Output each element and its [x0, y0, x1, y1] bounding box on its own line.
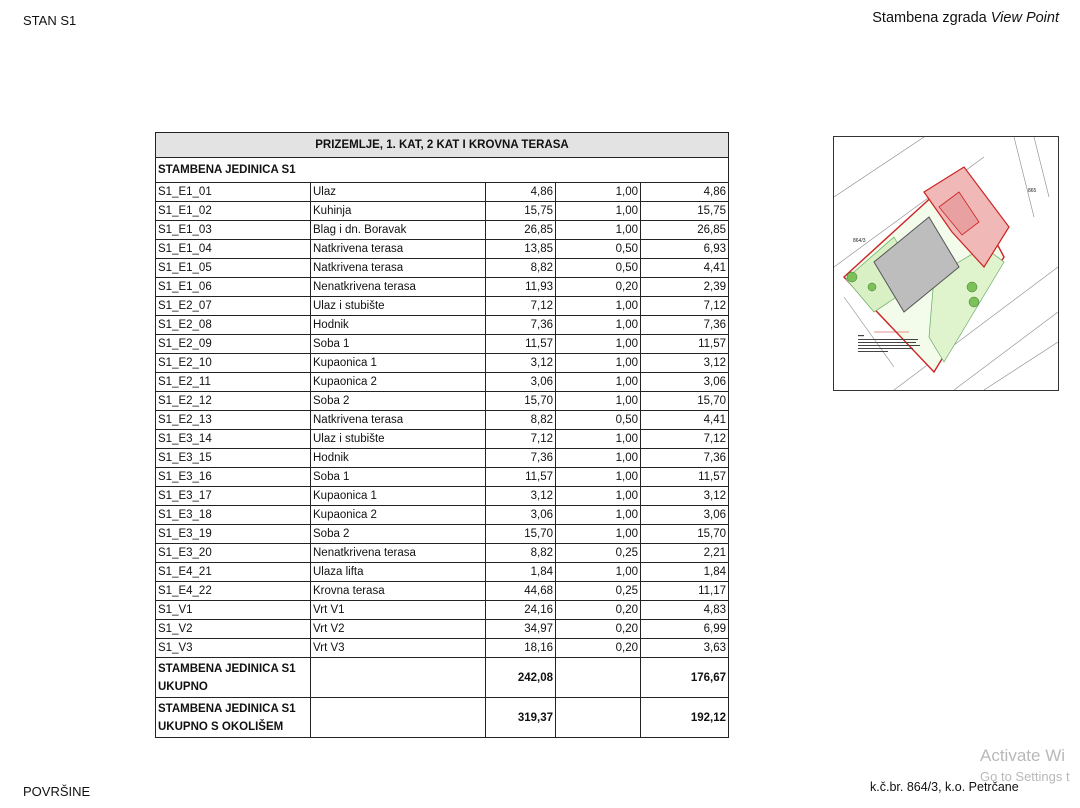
net-area-cell: 7,12: [641, 297, 729, 316]
table-row: [156, 639, 729, 658]
gross-area-cell: 44,68: [486, 582, 556, 601]
coefficient-cell: 0,25: [556, 582, 641, 601]
site-plan-drawing: [834, 137, 1058, 390]
room-name-cell: Krovna terasa: [311, 582, 486, 601]
gross-area-cell: 3,06: [486, 373, 556, 392]
room-code-cell: S1_E1_03: [156, 221, 311, 240]
room-code-cell: S1_E2_07: [156, 297, 311, 316]
net-area-cell: 15,70: [641, 392, 729, 411]
gross-area-cell: 24,16: [486, 601, 556, 620]
total-row: [156, 658, 729, 698]
table-row: [156, 278, 729, 297]
gross-area-cell: 34,97: [486, 620, 556, 639]
site-plan-label-right: 865: [1028, 188, 1037, 194]
room-name-cell: Kupaonica 1: [311, 354, 486, 373]
room-code-cell: S1_E3_20: [156, 544, 311, 563]
table-row: [156, 392, 729, 411]
net-area-cell: 4,86: [641, 183, 729, 202]
room-name-cell: Vrt V3: [311, 639, 486, 658]
table-row: [156, 430, 729, 449]
table-row: [156, 354, 729, 373]
table-row: [156, 506, 729, 525]
coefficient-cell: 1,00: [556, 316, 641, 335]
net-area-cell: 4,83: [641, 601, 729, 620]
coefficient-cell: 0,20: [556, 278, 641, 297]
gross-area-cell: 1,84: [486, 563, 556, 582]
gross-area-cell: 3,12: [486, 354, 556, 373]
coefficient-cell: 1,00: [556, 354, 641, 373]
coefficient-cell: 1,00: [556, 373, 641, 392]
coefficient-cell: 0,20: [556, 601, 641, 620]
coefficient-cell: 1,00: [556, 468, 641, 487]
coefficient-cell: 0,20: [556, 639, 641, 658]
document-header-right: [872, 10, 1059, 26]
net-area-cell: 15,75: [641, 202, 729, 221]
total-gross-area: 242,08: [486, 658, 556, 698]
net-area-cell: 3,06: [641, 373, 729, 392]
room-code-cell: S1_E3_14: [156, 430, 311, 449]
table-row: [156, 449, 729, 468]
room-name-cell: Blag i dn. Boravak: [311, 221, 486, 240]
total-net-area: 176,67: [641, 658, 729, 698]
total-empty-cell: [311, 698, 486, 738]
room-name-cell: Kuhinja: [311, 202, 486, 221]
coefficient-cell: 1,00: [556, 202, 641, 221]
room-name-cell: Ulaza lifta: [311, 563, 486, 582]
gross-area-cell: 8,82: [486, 544, 556, 563]
net-area-cell: 6,93: [641, 240, 729, 259]
net-area-cell: 4,41: [641, 411, 729, 430]
room-code-cell: S1_E2_12: [156, 392, 311, 411]
table-row: [156, 297, 729, 316]
gross-area-cell: 11,57: [486, 468, 556, 487]
total-row: [156, 698, 729, 738]
gross-area-cell: 13,85: [486, 240, 556, 259]
project-name-prefix: Stambena zgrada: [872, 10, 991, 26]
room-code-cell: S1_E1_05: [156, 259, 311, 278]
gross-area-cell: 7,12: [486, 430, 556, 449]
table-row: [156, 316, 729, 335]
room-code-cell: S1_E1_04: [156, 240, 311, 259]
total-empty-cell: [311, 658, 486, 698]
room-name-cell: Ulaz i stubište: [311, 297, 486, 316]
coefficient-cell: 1,00: [556, 430, 641, 449]
coefficient-cell: 1,00: [556, 392, 641, 411]
net-area-cell: 7,36: [641, 449, 729, 468]
room-code-cell: S1_V3: [156, 639, 311, 658]
room-code-cell: S1_E4_22: [156, 582, 311, 601]
coefficient-cell: 1,00: [556, 506, 641, 525]
table-row: [156, 373, 729, 392]
coefficient-cell: 0,20: [556, 620, 641, 639]
gross-area-cell: 15,70: [486, 392, 556, 411]
table-row: [156, 468, 729, 487]
room-name-cell: Soba 2: [311, 525, 486, 544]
room-code-cell: S1_E2_13: [156, 411, 311, 430]
net-area-cell: 11,57: [641, 468, 729, 487]
room-name-cell: Nenatkrivena terasa: [311, 544, 486, 563]
table-row: [156, 202, 729, 221]
room-name-cell: Vrt V1: [311, 601, 486, 620]
gross-area-cell: 8,82: [486, 411, 556, 430]
room-name-cell: Kupaonica 1: [311, 487, 486, 506]
table-row: [156, 620, 729, 639]
gross-area-cell: 15,70: [486, 525, 556, 544]
room-name-cell: Soba 1: [311, 468, 486, 487]
unit-header-label: STAMBENA JEDINICA S1: [156, 158, 729, 183]
net-area-cell: 1,84: [641, 563, 729, 582]
room-code-cell: S1_E4_21: [156, 563, 311, 582]
table-row: [156, 259, 729, 278]
document-footer-right: k.č.br. 864/3, k.o. Petrčane: [870, 780, 1019, 794]
room-code-cell: S1_E3_15: [156, 449, 311, 468]
site-plan-label-left: 864/3: [853, 238, 866, 244]
room-name-cell: Vrt V2: [311, 620, 486, 639]
room-code-cell: S1_E3_18: [156, 506, 311, 525]
room-code-cell: S1_V2: [156, 620, 311, 639]
total-empty-cell: [556, 658, 641, 698]
total-label-line1: STAMBENA JEDINICA S1: [158, 663, 296, 675]
gross-area-cell: 7,36: [486, 449, 556, 468]
table-row: [156, 544, 729, 563]
room-name-cell: Hodnik: [311, 316, 486, 335]
gross-area-cell: 8,82: [486, 259, 556, 278]
room-name-cell: Ulaz i stubište: [311, 430, 486, 449]
room-code-cell: S1_E1_02: [156, 202, 311, 221]
table-title-row: [156, 133, 729, 158]
net-area-cell: 3,12: [641, 354, 729, 373]
room-name-cell: Natkrivena terasa: [311, 259, 486, 278]
room-code-cell: S1_E2_08: [156, 316, 311, 335]
coefficient-cell: 1,00: [556, 297, 641, 316]
table-row: [156, 335, 729, 354]
gross-area-cell: 11,57: [486, 335, 556, 354]
table-row: [156, 240, 729, 259]
net-area-cell: 4,41: [641, 259, 729, 278]
room-code-cell: S1_E3_17: [156, 487, 311, 506]
table-row: [156, 582, 729, 601]
room-code-cell: S1_V1: [156, 601, 311, 620]
site-plan-image: [833, 136, 1059, 391]
table-row: [156, 525, 729, 544]
coefficient-cell: 1,00: [556, 449, 641, 468]
total-label-line1: STAMBENA JEDINICA S1: [158, 703, 296, 715]
gross-area-cell: 15,75: [486, 202, 556, 221]
gross-area-cell: 3,06: [486, 506, 556, 525]
table-row: [156, 487, 729, 506]
coefficient-cell: 1,00: [556, 487, 641, 506]
room-code-cell: S1_E1_06: [156, 278, 311, 297]
coefficient-cell: 0,25: [556, 544, 641, 563]
room-name-cell: Hodnik: [311, 449, 486, 468]
room-name-cell: Soba 2: [311, 392, 486, 411]
coefficient-cell: 0,50: [556, 240, 641, 259]
net-area-cell: 3,06: [641, 506, 729, 525]
coefficient-cell: 1,00: [556, 563, 641, 582]
gross-area-cell: 7,36: [486, 316, 556, 335]
net-area-cell: 2,39: [641, 278, 729, 297]
room-code-cell: S1_E2_11: [156, 373, 311, 392]
gross-area-cell: 26,85: [486, 221, 556, 240]
table-title: PRIZEMLJE, 1. KAT, 2 KAT I KROVNA TERASA: [156, 133, 729, 158]
net-area-cell: 15,70: [641, 525, 729, 544]
table-row: [156, 221, 729, 240]
net-area-cell: 7,12: [641, 430, 729, 449]
document-footer-left: POVRŠINE: [23, 784, 91, 799]
coefficient-cell: 1,00: [556, 525, 641, 544]
room-name-cell: Soba 1: [311, 335, 486, 354]
coefficient-cell: 1,00: [556, 183, 641, 202]
room-name-cell: Natkrivena terasa: [311, 240, 486, 259]
room-code-cell: S1_E1_01: [156, 183, 311, 202]
total-label-line2: UKUPNO: [158, 681, 208, 693]
gross-area-cell: 3,12: [486, 487, 556, 506]
coefficient-cell: 1,00: [556, 221, 641, 240]
coefficient-cell: 1,00: [556, 335, 641, 354]
total-label-cell: [156, 698, 311, 738]
total-label-line2: UKUPNO S OKOLIŠEM: [158, 721, 284, 733]
gross-area-cell: 11,93: [486, 278, 556, 297]
room-name-cell: Kupaonica 2: [311, 373, 486, 392]
net-area-cell: 11,17: [641, 582, 729, 601]
table-row: [156, 563, 729, 582]
coefficient-cell: 0,50: [556, 259, 641, 278]
room-code-cell: S1_E3_16: [156, 468, 311, 487]
net-area-cell: 7,36: [641, 316, 729, 335]
activate-windows-watermark: Activate Wi: [980, 746, 1066, 765]
net-area-cell: 3,63: [641, 639, 729, 658]
room-name-cell: Kupaonica 2: [311, 506, 486, 525]
activate-windows-settings-link[interactable]: Go to Settings t: [980, 769, 1070, 784]
room-code-cell: S1_E3_19: [156, 525, 311, 544]
total-net-area: 192,12: [641, 698, 729, 738]
net-area-cell: 2,21: [641, 544, 729, 563]
total-empty-cell: [556, 698, 641, 738]
project-name-italic: View Point: [990, 10, 1059, 26]
room-code-cell: S1_E2_09: [156, 335, 311, 354]
gross-area-cell: 7,12: [486, 297, 556, 316]
room-name-cell: Natkrivena terasa: [311, 411, 486, 430]
table-row: [156, 601, 729, 620]
total-label-cell: [156, 658, 311, 698]
net-area-cell: 11,57: [641, 335, 729, 354]
gross-area-cell: 4,86: [486, 183, 556, 202]
net-area-cell: 6,99: [641, 620, 729, 639]
unit-header-row: [156, 158, 729, 183]
net-area-cell: 26,85: [641, 221, 729, 240]
room-name-cell: Nenatkrivena terasa: [311, 278, 486, 297]
coefficient-cell: 0,50: [556, 411, 641, 430]
area-table: [155, 132, 729, 738]
table-row: [156, 411, 729, 430]
room-code-cell: S1_E2_10: [156, 354, 311, 373]
room-name-cell: Ulaz: [311, 183, 486, 202]
document-header-left: STAN S1: [23, 13, 77, 28]
net-area-cell: 3,12: [641, 487, 729, 506]
gross-area-cell: 18,16: [486, 639, 556, 658]
total-gross-area: 319,37: [486, 698, 556, 738]
table-row: [156, 183, 729, 202]
